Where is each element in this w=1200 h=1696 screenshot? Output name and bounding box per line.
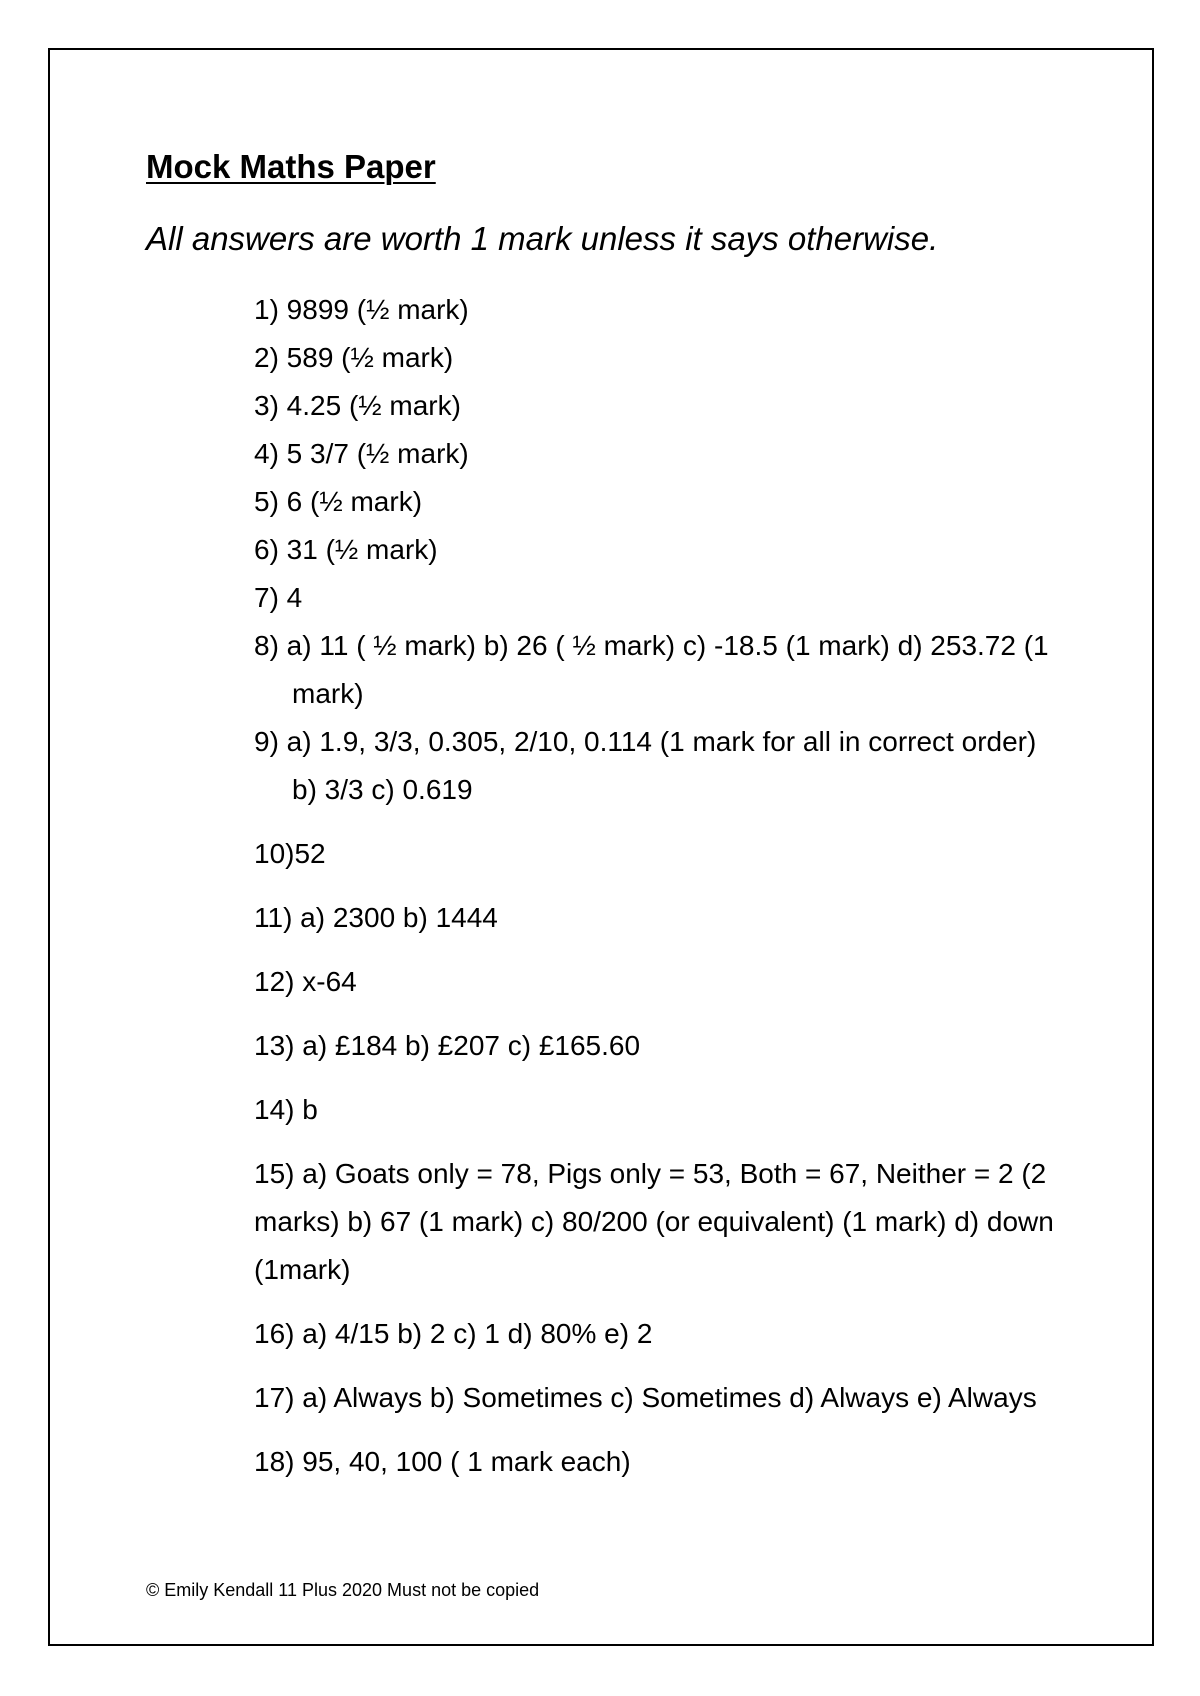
- answer-item-5: 5) 6 (½ mark): [254, 486, 423, 517]
- answer-item-9: 9) a) 1.9, 3/3, 0.305, 2/10, 0.114 (1 mark for all in correct order) b) 3/3 c) 0.619: [254, 726, 1037, 805]
- answer-item-15: 15) a) Goats only = 78, Pigs only = 53, Both = 67, Neither = 2 (2 marks) b) 67 (1 mark) c) 80/200 (or equivalent) (1 mark) d) down (1mark): [254, 1158, 1054, 1285]
- answer-item-6: 6) 31 (½ mark): [254, 534, 438, 565]
- answer-item-14: 14) b: [254, 1094, 318, 1125]
- answer-item-12: 12) x-64: [254, 966, 357, 997]
- answer-item-18: 18) 95, 40, 100 ( 1 mark each): [254, 1446, 631, 1477]
- answer-item-17: 17) a) Always b) Sometimes c) Sometimes d) Always e) Always: [254, 1382, 1037, 1413]
- answer-item-3: 3) 4.25 (½ mark): [254, 390, 461, 421]
- answer-item-16: 16) a) 4/15 b) 2 c) 1 d) 80% e) 2: [254, 1318, 653, 1349]
- page-title: Mock Maths Paper: [146, 148, 436, 185]
- answer-item-13: 13) a) £184 b) £207 c) £165.60: [254, 1030, 641, 1061]
- copyright-footer: © Emily Kendall 11 Plus 2020 Must not be copied: [146, 1580, 540, 1600]
- answer-item-10: 10)52: [254, 838, 326, 869]
- instructions-text: All answers are worth 1 mark unless it says otherwise.: [146, 220, 939, 257]
- answer-list: [254, 286, 1054, 1486]
- answer-item-8: 8) a) 11 ( ½ mark) b) 26 ( ½ mark) c) -18.5 (1 mark) d) 253.72 (1 mark): [254, 630, 1049, 709]
- answer-item-2: 2) 589 (½ mark): [254, 342, 454, 373]
- answer-item-7: 7) 4: [254, 582, 303, 613]
- answer-item-11: 11) a) 2300 b) 1444: [254, 902, 498, 933]
- answer-item-1: 1) 9899 (½ mark): [254, 294, 469, 325]
- answer-item-4: 4) 5 3/7 (½ mark): [254, 438, 469, 469]
